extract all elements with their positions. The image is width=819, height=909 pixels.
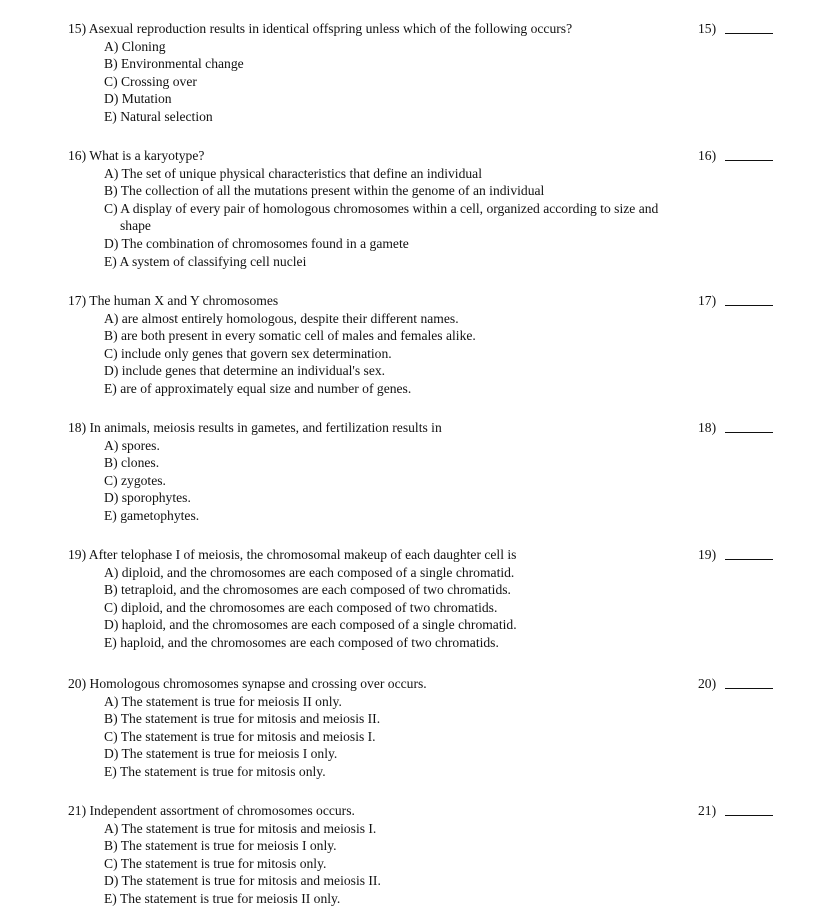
answer-slot	[698, 546, 788, 566]
question-16	[68, 147, 778, 270]
choice-list	[68, 693, 778, 781]
choice-d: D) haploid, and the chromosomes are each composed of a single chromatid.	[104, 617, 517, 633]
answer-number: 16)	[698, 148, 717, 163]
choice-c: C) The statement is true for mitosis only.	[104, 855, 327, 871]
choice-list	[68, 564, 778, 652]
choice-b: B) The statement is true for mitosis and meiosis II.	[104, 711, 381, 727]
choice-d: D) The combination of chromosomes found in a gamete	[104, 235, 409, 251]
choice-list	[68, 310, 778, 398]
choice-e: E) Natural selection	[104, 108, 213, 124]
answer-number: 20)	[698, 676, 717, 691]
choice-a: A) diploid, and the chromosomes are each composed of a single chromatid.	[104, 564, 515, 580]
choice-c: C) A display of every pair of homologous chromosomes within a cell, organized according to size and shape	[104, 200, 659, 234]
choice-c: C) Crossing over	[104, 73, 197, 89]
answer-number: 18)	[698, 420, 717, 435]
choice-e: E) gametophytes.	[104, 507, 200, 523]
question-19	[68, 546, 778, 652]
choice-e: E) The statement is true for meiosis II only.	[104, 890, 341, 906]
answer-number: 15)	[698, 21, 717, 36]
choice-e: E) haploid, and the chromosomes are each composed of two chromatids.	[104, 634, 499, 650]
question-stem: 15) Asexual reproduction results in identical offspring unless which of the following occurs?	[68, 21, 573, 36]
choice-e: E) A system of classifying cell nuclei	[104, 253, 307, 269]
answer-number: 17)	[698, 293, 717, 308]
choice-list	[68, 820, 778, 908]
choice-a: A) The set of unique physical characteristics that define an individual	[104, 165, 482, 181]
choice-b: B) The statement is true for meiosis I only.	[104, 838, 337, 854]
choice-a: A) The statement is true for meiosis II only.	[104, 693, 342, 709]
question-stem: 16) What is a karyotype?	[68, 148, 205, 163]
answer-slot	[698, 675, 788, 695]
answer-slot	[698, 147, 788, 167]
question-20	[68, 675, 778, 781]
choice-e: E) The statement is true for mitosis only.	[104, 763, 326, 779]
question-18	[68, 419, 778, 525]
choice-list	[68, 165, 778, 271]
question-15	[68, 20, 778, 126]
choice-b: B) The collection of all the mutations present within the genome of an individual	[104, 183, 545, 199]
answer-number: 21)	[698, 803, 717, 818]
choice-d: D) Mutation	[104, 91, 172, 107]
choice-a: A) Cloning	[104, 38, 166, 54]
choice-a: A) are almost entirely homologous, despite their different names.	[104, 310, 459, 326]
question-stem: 17) The human X and Y chromosomes	[68, 293, 279, 308]
question-stem: 19) After telophase I of meiosis, the chromosomal makeup of each daughter cell is	[68, 547, 517, 562]
choice-d: D) The statement is true for meiosis I only.	[104, 746, 338, 762]
answer-blank[interactable]	[725, 432, 773, 433]
question-21	[68, 802, 778, 908]
answer-number: 19)	[698, 547, 717, 562]
choice-d: D) The statement is true for mitosis and meiosis II.	[104, 873, 381, 889]
answer-slot	[698, 20, 788, 40]
choice-a: A) The statement is true for mitosis and meiosis I.	[104, 820, 377, 836]
choice-c: C) include only genes that govern sex determination.	[104, 345, 392, 361]
choice-c: C) zygotes.	[104, 472, 166, 488]
choice-d: D) include genes that determine an individual's sex.	[104, 363, 386, 379]
choice-b: B) are both present in every somatic cell of males and females alike.	[104, 328, 476, 344]
choice-c: C) The statement is true for mitosis and meiosis I.	[104, 728, 376, 744]
choice-d: D) sporophytes.	[104, 490, 191, 506]
answer-blank[interactable]	[725, 559, 773, 560]
answer-slot	[698, 802, 788, 822]
choice-c: C) diploid, and the chromosomes are each composed of two chromatids.	[104, 599, 498, 615]
question-17	[68, 292, 778, 398]
question-stem: 21) Independent assortment of chromosomes occurs.	[68, 803, 355, 818]
choice-list	[68, 38, 778, 126]
choice-b: B) Environmental change	[104, 56, 244, 72]
choice-list	[68, 437, 778, 525]
question-stem: 18) In animals, meiosis results in gametes, and fertilization results in	[68, 420, 442, 435]
answer-blank[interactable]	[725, 688, 773, 689]
choice-b: B) clones.	[104, 455, 160, 471]
choice-a: A) spores.	[104, 437, 160, 453]
choice-e: E) are of approximately equal size and number of genes.	[104, 380, 412, 396]
answer-blank[interactable]	[725, 33, 773, 34]
answer-slot	[698, 292, 788, 312]
question-stem: 20) Homologous chromosomes synapse and crossing over occurs.	[68, 676, 427, 691]
choice-b: B) tetraploid, and the chromosomes are each composed of two chromatids.	[104, 582, 511, 598]
answer-blank[interactable]	[725, 815, 773, 816]
answer-blank[interactable]	[725, 160, 773, 161]
answer-blank[interactable]	[725, 305, 773, 306]
answer-slot	[698, 419, 788, 439]
